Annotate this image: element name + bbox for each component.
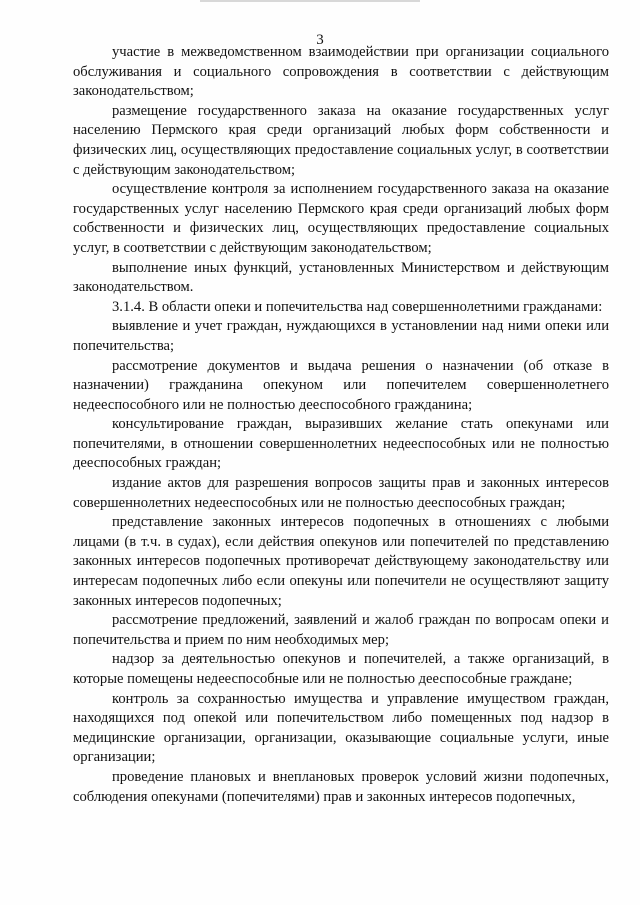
scan-edge-line: [0, 0, 640, 2]
paragraph: издание актов для разрешения вопросов защиты прав и законных интересов совершеннолетних недееспособных или не полностью дееспособных граждан;: [73, 475, 609, 511]
paragraph: проведение плановых и внеплановых проверок условий жизни подопечных, соблюдения опекунами (попечителями) прав и законных интересов подопечных,: [73, 768, 609, 805]
paragraph: рассмотрение документов и выдача решения о назначении (об отказе в назначении) гражданина опекуном или попечителем совершеннолетнего недееспособного или не полностью дееспособного гражданина;: [73, 357, 609, 413]
paragraph: выявление и учет граждан, нуждающихся в установлении над ними опеки или попечительства;: [73, 318, 609, 354]
paragraph: надзор за деятельностью опекунов и попечителей, а также организаций, в которые помещены недееспособные или не полностью дееспособные граждане;: [73, 651, 609, 687]
paragraph: представление законных интересов подопечных в отношениях с любыми лицами (в т.ч. в судах), если действия опекунов или попечителей по представлению законных интересов подопечных противоречат действующему законодательству или интересам подопечных либо если опекуны или попечители не осуществляют защиту законных интересов подопечных;: [73, 514, 609, 609]
paragraph: консультирование граждан, выразивших желание стать опекунами или попечителями, в отношении совершеннолетних недееспособных или не полностью дееспособных граждан;: [73, 416, 609, 472]
paragraph: рассмотрение предложений, заявлений и жалоб граждан по вопросам опеки и попечительства и прием по ним необходимых мер;: [73, 612, 609, 648]
paragraph: контроль за сохранностью имущества и управление имуществом граждан, находящихся под опекой или попечительством либо помещенных под надзор в медицинские организации, организации, оказывающие социальные услуги, иные организации;: [73, 690, 609, 766]
document-body: [73, 43, 609, 807]
page-number: 3: [316, 32, 324, 48]
paragraph: участие в межведомственном взаимодействии при организации социального обслуживания и социального сопровождения в соответствии с действующим законодательством;: [73, 44, 609, 100]
paragraph: размещение государственного заказа на оказание государственных услуг населению Пермского края среди организаций любых форм собственности и физических лиц, осуществляющих предоставление социальных услуг, в соответствии с действующим законодательством;: [73, 102, 609, 178]
section-heading-paragraph: 3.1.4. В области опеки и попечительства над совершеннолетними гражданами:: [112, 298, 603, 315]
paragraph: осуществление контроля за исполнением государственного заказа на оказание государственных услуг населению Пермского края среди организаций любых форм собственности и физических лиц, осуществляющих предоставление социальных услуг, в соответствии с действующим законодательством;: [73, 181, 609, 256]
paragraph: выполнение иных функций, установленных Министерством и действующим законодательством.: [73, 259, 609, 296]
